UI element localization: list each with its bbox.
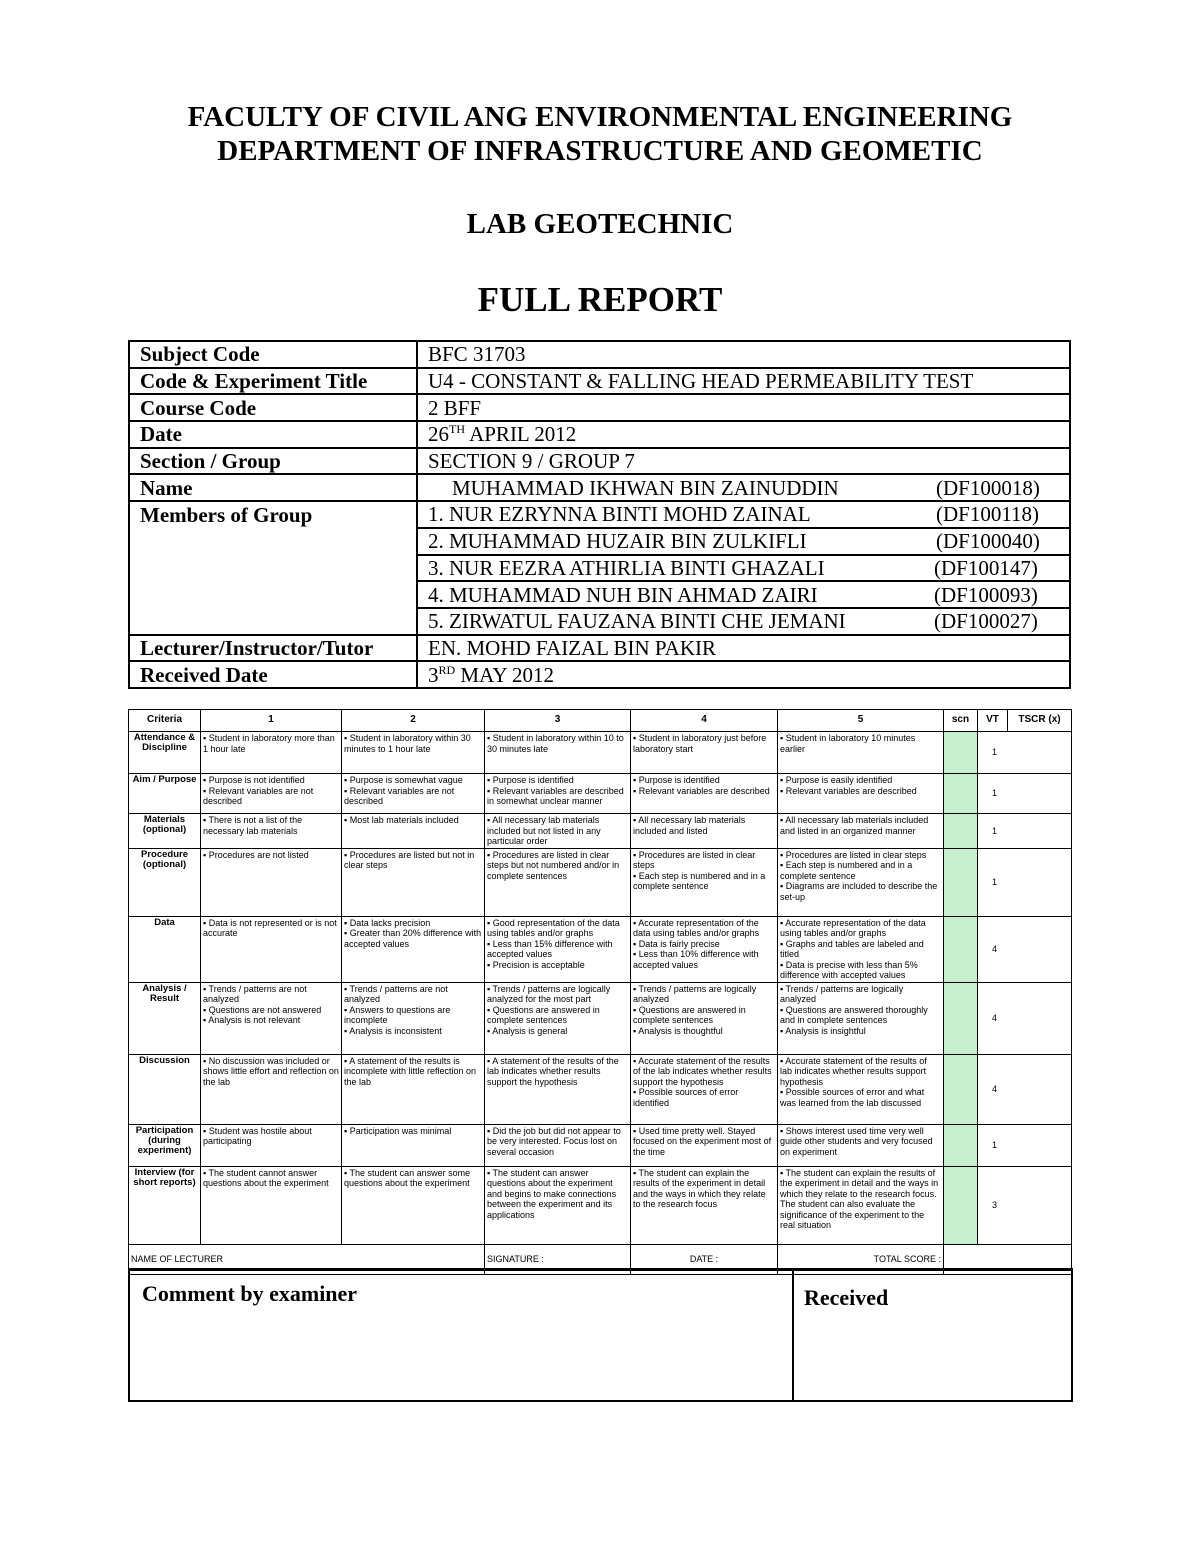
info-row-course xyxy=(129,394,1070,421)
date-suffix: TH xyxy=(449,422,465,437)
date-field: DATE : xyxy=(631,1244,778,1274)
descriptor-item: ▪ Data is precise with less than 5% difference with accepted values xyxy=(780,960,941,981)
member-id: (DF100118) xyxy=(936,502,1040,527)
header-vt: VT xyxy=(978,710,1008,732)
name-label: Name xyxy=(129,474,417,501)
descriptor-item: ▪ Questions are answered in complete sentences xyxy=(487,1005,628,1026)
rubric-descriptor-c3 xyxy=(485,1166,631,1244)
member-name: 1. NUR EZRYNNA BINTI MOHD ZAINAL xyxy=(428,502,811,527)
info-row-date xyxy=(129,421,1070,448)
examiner-comment-label: Comment by examiner xyxy=(142,1281,358,1306)
rubric-descriptor-c1 xyxy=(201,848,342,916)
score-input-cell[interactable] xyxy=(944,982,978,1054)
weight-value: 1 xyxy=(978,1124,1072,1166)
descriptor-item: ▪ Most lab materials included xyxy=(344,815,482,826)
descriptor-item: ▪ Trends / patterns are not analyzed xyxy=(344,984,482,1005)
report-title: FULL REPORT xyxy=(477,280,723,319)
student-name: MUHAMMAD IKHWAN BIN ZAINUDDIN xyxy=(452,475,839,500)
descriptor-item: ▪ Graphs and tables are labeled and titled xyxy=(780,939,941,960)
rubric-descriptor-c4 xyxy=(631,1166,778,1244)
weight-value: 4 xyxy=(978,916,1072,982)
descriptor-item: ▪ The student can answer some questions about the experiment xyxy=(344,1168,482,1189)
descriptor-item: ▪ Procedures are not listed xyxy=(203,850,339,861)
rubric-descriptor-c2 xyxy=(342,916,485,982)
descriptor-item: ▪ Accurate statement of the results of lab indicates whether results support hypothesis xyxy=(780,1056,941,1088)
descriptor-item: ▪ Data lacks precision xyxy=(344,918,482,929)
rubric-row xyxy=(129,814,1072,849)
descriptor-item: ▪ Shows interest used time very well guide other students and very focused on experiment xyxy=(780,1126,941,1158)
weight-value: 1 xyxy=(978,732,1072,774)
weight-value: 4 xyxy=(978,1054,1072,1124)
descriptor-item: ▪ Diagrams are included to describe the set-up xyxy=(780,881,941,902)
descriptor-item: ▪ Less than 10% difference with accepted values xyxy=(633,949,775,970)
member-id: (DF100093) xyxy=(934,582,1038,607)
descriptor-item: ▪ Trends / patterns are not analyzed xyxy=(203,984,339,1005)
descriptor-item: ▪ Accurate representation of the data using tables and/or graphs xyxy=(780,918,941,939)
descriptor-item: ▪ Procedures are listed but not in clear steps xyxy=(344,850,482,871)
rubric-criteria: Attendance & Discipline xyxy=(129,732,201,774)
descriptor-item: ▪ Student in laboratory 10 minutes earlier xyxy=(780,733,941,754)
descriptor-item: ▪ Procedures are listed in clear steps xyxy=(633,850,775,871)
descriptor-item: ▪ Student in laboratory within 30 minutes to 1 hour late xyxy=(344,733,482,754)
descriptor-item: ▪ Relevant variables are described in somewhat unclear manner xyxy=(487,786,628,807)
lecturer-value: EN. MOHD FAIZAL BIN PAKIR xyxy=(417,635,1070,662)
header-scn: scn xyxy=(944,710,978,732)
course-code-value: 2 BFF xyxy=(417,394,1070,421)
member-value xyxy=(417,608,1070,635)
descriptor-item: ▪ All necessary lab materials included and listed in an organized manner xyxy=(780,815,941,836)
signature-field: SIGNATURE : xyxy=(485,1244,631,1274)
header-criteria: Criteria xyxy=(129,710,201,732)
score-input-cell[interactable] xyxy=(944,814,978,849)
info-row-lecturer xyxy=(129,635,1070,662)
rubric-descriptor-c3 xyxy=(485,774,631,814)
descriptor-item: ▪ Purpose is somewhat vague xyxy=(344,775,482,786)
rubric-descriptor-c4 xyxy=(631,916,778,982)
date-value xyxy=(417,421,1070,448)
descriptor-item: ▪ Participation was minimal xyxy=(344,1126,482,1137)
descriptor-item: ▪ Questions are answered thoroughly and in complete sentences xyxy=(780,1005,941,1026)
rubric-descriptor-c3 xyxy=(485,848,631,916)
rubric-descriptor-c2 xyxy=(342,1124,485,1166)
descriptor-item: ▪ All necessary lab materials included and listed xyxy=(633,815,775,836)
rubric-criteria: Analysis / Result xyxy=(129,982,201,1054)
student-id: (DF100018) xyxy=(936,475,1040,500)
descriptor-item: ▪ Trends / patterns are logically analyzed xyxy=(633,984,775,1005)
score-input-cell[interactable] xyxy=(944,774,978,814)
total-score-label: TOTAL SCORE : xyxy=(778,1244,944,1274)
rubric-criteria: Interview (for short reports) xyxy=(129,1166,201,1244)
header-score-4: 4 xyxy=(631,710,778,732)
rubric-descriptor-c1 xyxy=(201,916,342,982)
member-value xyxy=(417,581,1070,608)
descriptor-item: ▪ Data is not represented or is not accurate xyxy=(203,918,339,939)
rubric-row xyxy=(129,982,1072,1054)
rubric-criteria: Data xyxy=(129,916,201,982)
rubric-descriptor-c2 xyxy=(342,774,485,814)
descriptor-item: ▪ Analysis is inconsistent xyxy=(344,1026,482,1037)
member-value xyxy=(417,555,1070,582)
descriptor-item: ▪ Trends / patterns are logically analyzed xyxy=(780,984,941,1005)
info-row-subject xyxy=(129,341,1070,368)
descriptor-item: ▪ There is not a list of the necessary lab materials xyxy=(203,815,339,836)
descriptor-item: ▪ The student can answer questions about the experiment and begins to make connections between the experiment and its applications xyxy=(487,1168,628,1221)
received-suffix: RD xyxy=(438,662,456,677)
descriptor-item: ▪ Purpose is identified xyxy=(487,775,628,786)
descriptor-item: ▪ A statement of the results of the lab indicates whether results support the hypothesis xyxy=(487,1056,628,1088)
info-row-section xyxy=(129,448,1070,475)
rubric-criteria: Aim / Purpose xyxy=(129,774,201,814)
rubric-descriptor-c3 xyxy=(485,1124,631,1166)
member-name: 4. MUHAMMAD NUH BIN AHMAD ZAIRI xyxy=(428,582,818,607)
descriptor-item: ▪ Possible sources of error and what was learned from the lab discussed xyxy=(780,1087,941,1108)
descriptor-item: ▪ All necessary lab materials included but not listed in any particular order xyxy=(487,815,628,847)
rubric-descriptor-c4 xyxy=(631,732,778,774)
rubric-criteria: Procedure (optional) xyxy=(129,848,201,916)
rubric-descriptor-c4 xyxy=(631,814,778,849)
weight-value: 1 xyxy=(978,814,1072,849)
rubric-descriptor-c5 xyxy=(778,848,944,916)
descriptor-item: ▪ Greater than 20% difference with accepted values xyxy=(344,928,482,949)
descriptor-item: ▪ Relevant variables are described xyxy=(633,786,775,797)
rubric-criteria: Participation (during experiment) xyxy=(129,1124,201,1166)
descriptor-item: ▪ Used time pretty well. Stayed focused on the experiment most of the time xyxy=(633,1126,775,1158)
rubric-descriptor-c5 xyxy=(778,916,944,982)
descriptor-item: ▪ A statement of the results is incomplete with little reflection on the lab xyxy=(344,1056,482,1088)
descriptor-item: ▪ Relevant variables are described xyxy=(780,786,941,797)
rubric-descriptor-c2 xyxy=(342,982,485,1054)
rubric-descriptor-c1 xyxy=(201,814,342,849)
rubric-descriptor-c4 xyxy=(631,1124,778,1166)
descriptor-item: ▪ Analysis is not relevant xyxy=(203,1015,339,1026)
members-label: Members of Group xyxy=(129,501,417,634)
descriptor-item: ▪ Precision is acceptable xyxy=(487,960,628,971)
descriptor-item: ▪ The student cannot answer questions about the experiment xyxy=(203,1168,339,1189)
rubric-descriptor-c5 xyxy=(778,732,944,774)
rubric-descriptor-c5 xyxy=(778,1054,944,1124)
descriptor-item: ▪ Less than 15% difference with accepted values xyxy=(487,939,628,960)
descriptor-item: ▪ Each step is numbered and in a complete sentence xyxy=(633,871,775,892)
score-input-cell[interactable] xyxy=(944,1124,978,1166)
comment-box xyxy=(128,1268,1073,1402)
section-label: Section / Group xyxy=(129,448,417,475)
member-id: (DF100147) xyxy=(934,555,1038,580)
received-day: 3 xyxy=(428,662,439,687)
descriptor-item: ▪ Purpose is easily identified xyxy=(780,775,941,786)
weight-value: 3 xyxy=(978,1166,1072,1244)
rubric-row xyxy=(129,1054,1072,1124)
rubric-descriptor-c3 xyxy=(485,814,631,849)
rubric-descriptor-c1 xyxy=(201,1054,342,1124)
info-row-received xyxy=(129,661,1070,688)
rubric-descriptor-c3 xyxy=(485,982,631,1054)
score-input-cell[interactable] xyxy=(944,1054,978,1124)
member-value xyxy=(417,528,1070,555)
header-score-3: 3 xyxy=(485,710,631,732)
rubric-descriptor-c1 xyxy=(201,982,342,1054)
rubric-header-row xyxy=(129,710,1072,732)
descriptor-item: ▪ Purpose is identified xyxy=(633,775,775,786)
member-id: (DF100040) xyxy=(936,529,1040,554)
rubric-row xyxy=(129,848,1072,916)
header-score-1: 1 xyxy=(201,710,342,732)
member-name: 5. ZIRWATUL FAUZANA BINTI CHE JEMANI xyxy=(428,609,846,634)
descriptor-item: ▪ Possible sources of error identified xyxy=(633,1087,775,1108)
descriptor-item: ▪ Each step is numbered and in a complete sentence xyxy=(780,860,941,881)
rubric-descriptor-c4 xyxy=(631,774,778,814)
member-value xyxy=(417,501,1070,528)
rubric-table xyxy=(128,709,1072,1275)
section-value: SECTION 9 / GROUP 7 xyxy=(417,448,1070,475)
received-date-label: Received Date xyxy=(129,661,417,688)
rubric-descriptor-c1 xyxy=(201,1124,342,1166)
rubric-descriptor-c3 xyxy=(485,916,631,982)
rubric-row xyxy=(129,774,1072,814)
rubric-descriptor-c1 xyxy=(201,732,342,774)
descriptor-item: ▪ Accurate representation of the data using tables and/or graphs xyxy=(633,918,775,939)
descriptor-item: ▪ Procedures are listed in clear steps but not numbered and/or in complete sentences xyxy=(487,850,628,882)
rubric-descriptor-c4 xyxy=(631,848,778,916)
score-input-cell[interactable] xyxy=(944,916,978,982)
score-input-cell[interactable] xyxy=(944,732,978,774)
experiment-title-label: Code & Experiment Title xyxy=(129,368,417,395)
lecturer-label: Lecturer/Instructor/Tutor xyxy=(129,635,417,662)
header-score-2: 2 xyxy=(342,710,485,732)
weight-value: 4 xyxy=(978,982,1072,1054)
score-input-cell[interactable] xyxy=(944,848,978,916)
weight-value: 1 xyxy=(978,848,1072,916)
subject-code-label: Subject Code xyxy=(129,341,417,368)
lab-title: LAB GEOTECHNIC xyxy=(466,208,734,240)
rubric-descriptor-c2 xyxy=(342,1166,485,1244)
department-title: DEPARTMENT OF INFRASTRUCTURE AND GEOMETIC xyxy=(217,135,983,167)
member-name: 3. NUR EEZRA ATHIRLIA BINTI GHAZALI xyxy=(428,555,825,580)
descriptor-item: ▪ Answers to questions are incomplete xyxy=(344,1005,482,1026)
member-row xyxy=(129,501,1070,528)
descriptor-item: ▪ Analysis is general xyxy=(487,1026,628,1037)
subject-code-value: BFC 31703 xyxy=(417,341,1070,368)
rubric-descriptor-c1 xyxy=(201,774,342,814)
descriptor-item: ▪ Student was hostile about participating xyxy=(203,1126,339,1147)
rubric-descriptor-c2 xyxy=(342,732,485,774)
rubric-descriptor-c2 xyxy=(342,848,485,916)
info-table xyxy=(128,340,1071,689)
date-label: Date xyxy=(129,421,417,448)
name-value xyxy=(417,474,1070,501)
date-rest: APRIL 2012 xyxy=(465,422,577,447)
rubric-row xyxy=(129,732,1072,774)
descriptor-item: ▪ Relevant variables are not described xyxy=(344,786,482,807)
rubric-criteria: Materials (optional) xyxy=(129,814,201,849)
descriptor-item: ▪ Student in laboratory within 10 to 30 minutes late xyxy=(487,733,628,754)
experiment-title-value: U4 - CONSTANT & FALLING HEAD PERMEABILITY TEST xyxy=(417,368,1070,395)
info-row-title xyxy=(129,368,1070,395)
faculty-title: FACULTY OF CIVIL ANG ENVIRONMENTAL ENGINEERING xyxy=(187,101,1013,133)
faculty-header xyxy=(0,100,1200,168)
rubric-descriptor-c5 xyxy=(778,1166,944,1244)
descriptor-item: ▪ Student in laboratory just before laboratory start xyxy=(633,733,775,754)
descriptor-item: ▪ Did the job but did not appear to be very interested. Focus lost on several occasion xyxy=(487,1126,628,1158)
descriptor-item: ▪ Student in laboratory more than 1 hour late xyxy=(203,733,339,754)
rubric-descriptor-c4 xyxy=(631,982,778,1054)
course-code-label: Course Code xyxy=(129,394,417,421)
weight-value: 1 xyxy=(978,774,1072,814)
descriptor-item: ▪ The student can explain the results of the experiment in detail and the ways in which they relate to the research focus. The student can also evaluate the significance of the experiment to the real situation xyxy=(780,1168,941,1231)
descriptor-item: ▪ Procedures are listed in clear steps xyxy=(780,850,941,861)
rubric-row xyxy=(129,916,1072,982)
descriptor-item: ▪ Purpose is not identified xyxy=(203,775,339,786)
rubric-descriptor-c3 xyxy=(485,1054,631,1124)
descriptor-item: ▪ Questions are not answered xyxy=(203,1005,339,1016)
descriptor-item: ▪ Data is fairly precise xyxy=(633,939,775,950)
rubric-descriptor-c5 xyxy=(778,982,944,1054)
received-rest: MAY 2012 xyxy=(455,662,554,687)
descriptor-item: ▪ No discussion was included or shows little effort and reflection on the lab xyxy=(203,1056,339,1088)
rubric-descriptor-c2 xyxy=(342,1054,485,1124)
date-day: 26 xyxy=(428,422,449,447)
info-row-name xyxy=(129,474,1070,501)
descriptor-item: ▪ Analysis is insightful xyxy=(780,1026,941,1037)
received-date-value xyxy=(417,661,1070,688)
rubric-descriptor-c5 xyxy=(778,774,944,814)
score-input-cell[interactable] xyxy=(944,1166,978,1244)
rubric-descriptor-c5 xyxy=(778,814,944,849)
descriptor-item: ▪ Accurate statement of the results of the lab indicates whether results support the hypothesis xyxy=(633,1056,775,1088)
rubric-descriptor-c5 xyxy=(778,1124,944,1166)
rubric-descriptor-c4 xyxy=(631,1054,778,1124)
rubric-row xyxy=(129,1166,1072,1244)
rubric-descriptor-c1 xyxy=(201,1166,342,1244)
header-tscr: TSCR (x) xyxy=(1008,710,1072,732)
descriptor-item: ▪ Relevant variables are not described xyxy=(203,786,339,807)
descriptor-item: ▪ Good representation of the data using tables and/or graphs xyxy=(487,918,628,939)
rubric-descriptor-c3 xyxy=(485,732,631,774)
descriptor-item: ▪ The student can explain the results of the experiment in detail and the ways in which they relate to the research focus xyxy=(633,1168,775,1210)
descriptor-item: ▪ Questions are answered in complete sentences xyxy=(633,1005,775,1026)
descriptor-item: ▪ Trends / patterns are logically analyzed for the most part xyxy=(487,984,628,1005)
member-id: (DF100027) xyxy=(934,609,1038,634)
lecturer-name-field: NAME OF LECTURER xyxy=(129,1244,485,1274)
descriptor-item: ▪ Analysis is thoughtful xyxy=(633,1026,775,1037)
member-name: 2. MUHAMMAD HUZAIR BIN ZULKIFLI xyxy=(428,529,807,554)
rubric-descriptor-c2 xyxy=(342,814,485,849)
received-label: Received xyxy=(804,1285,889,1310)
rubric-row xyxy=(129,1124,1072,1166)
rubric-criteria: Discussion xyxy=(129,1054,201,1124)
header-score-5: 5 xyxy=(778,710,944,732)
